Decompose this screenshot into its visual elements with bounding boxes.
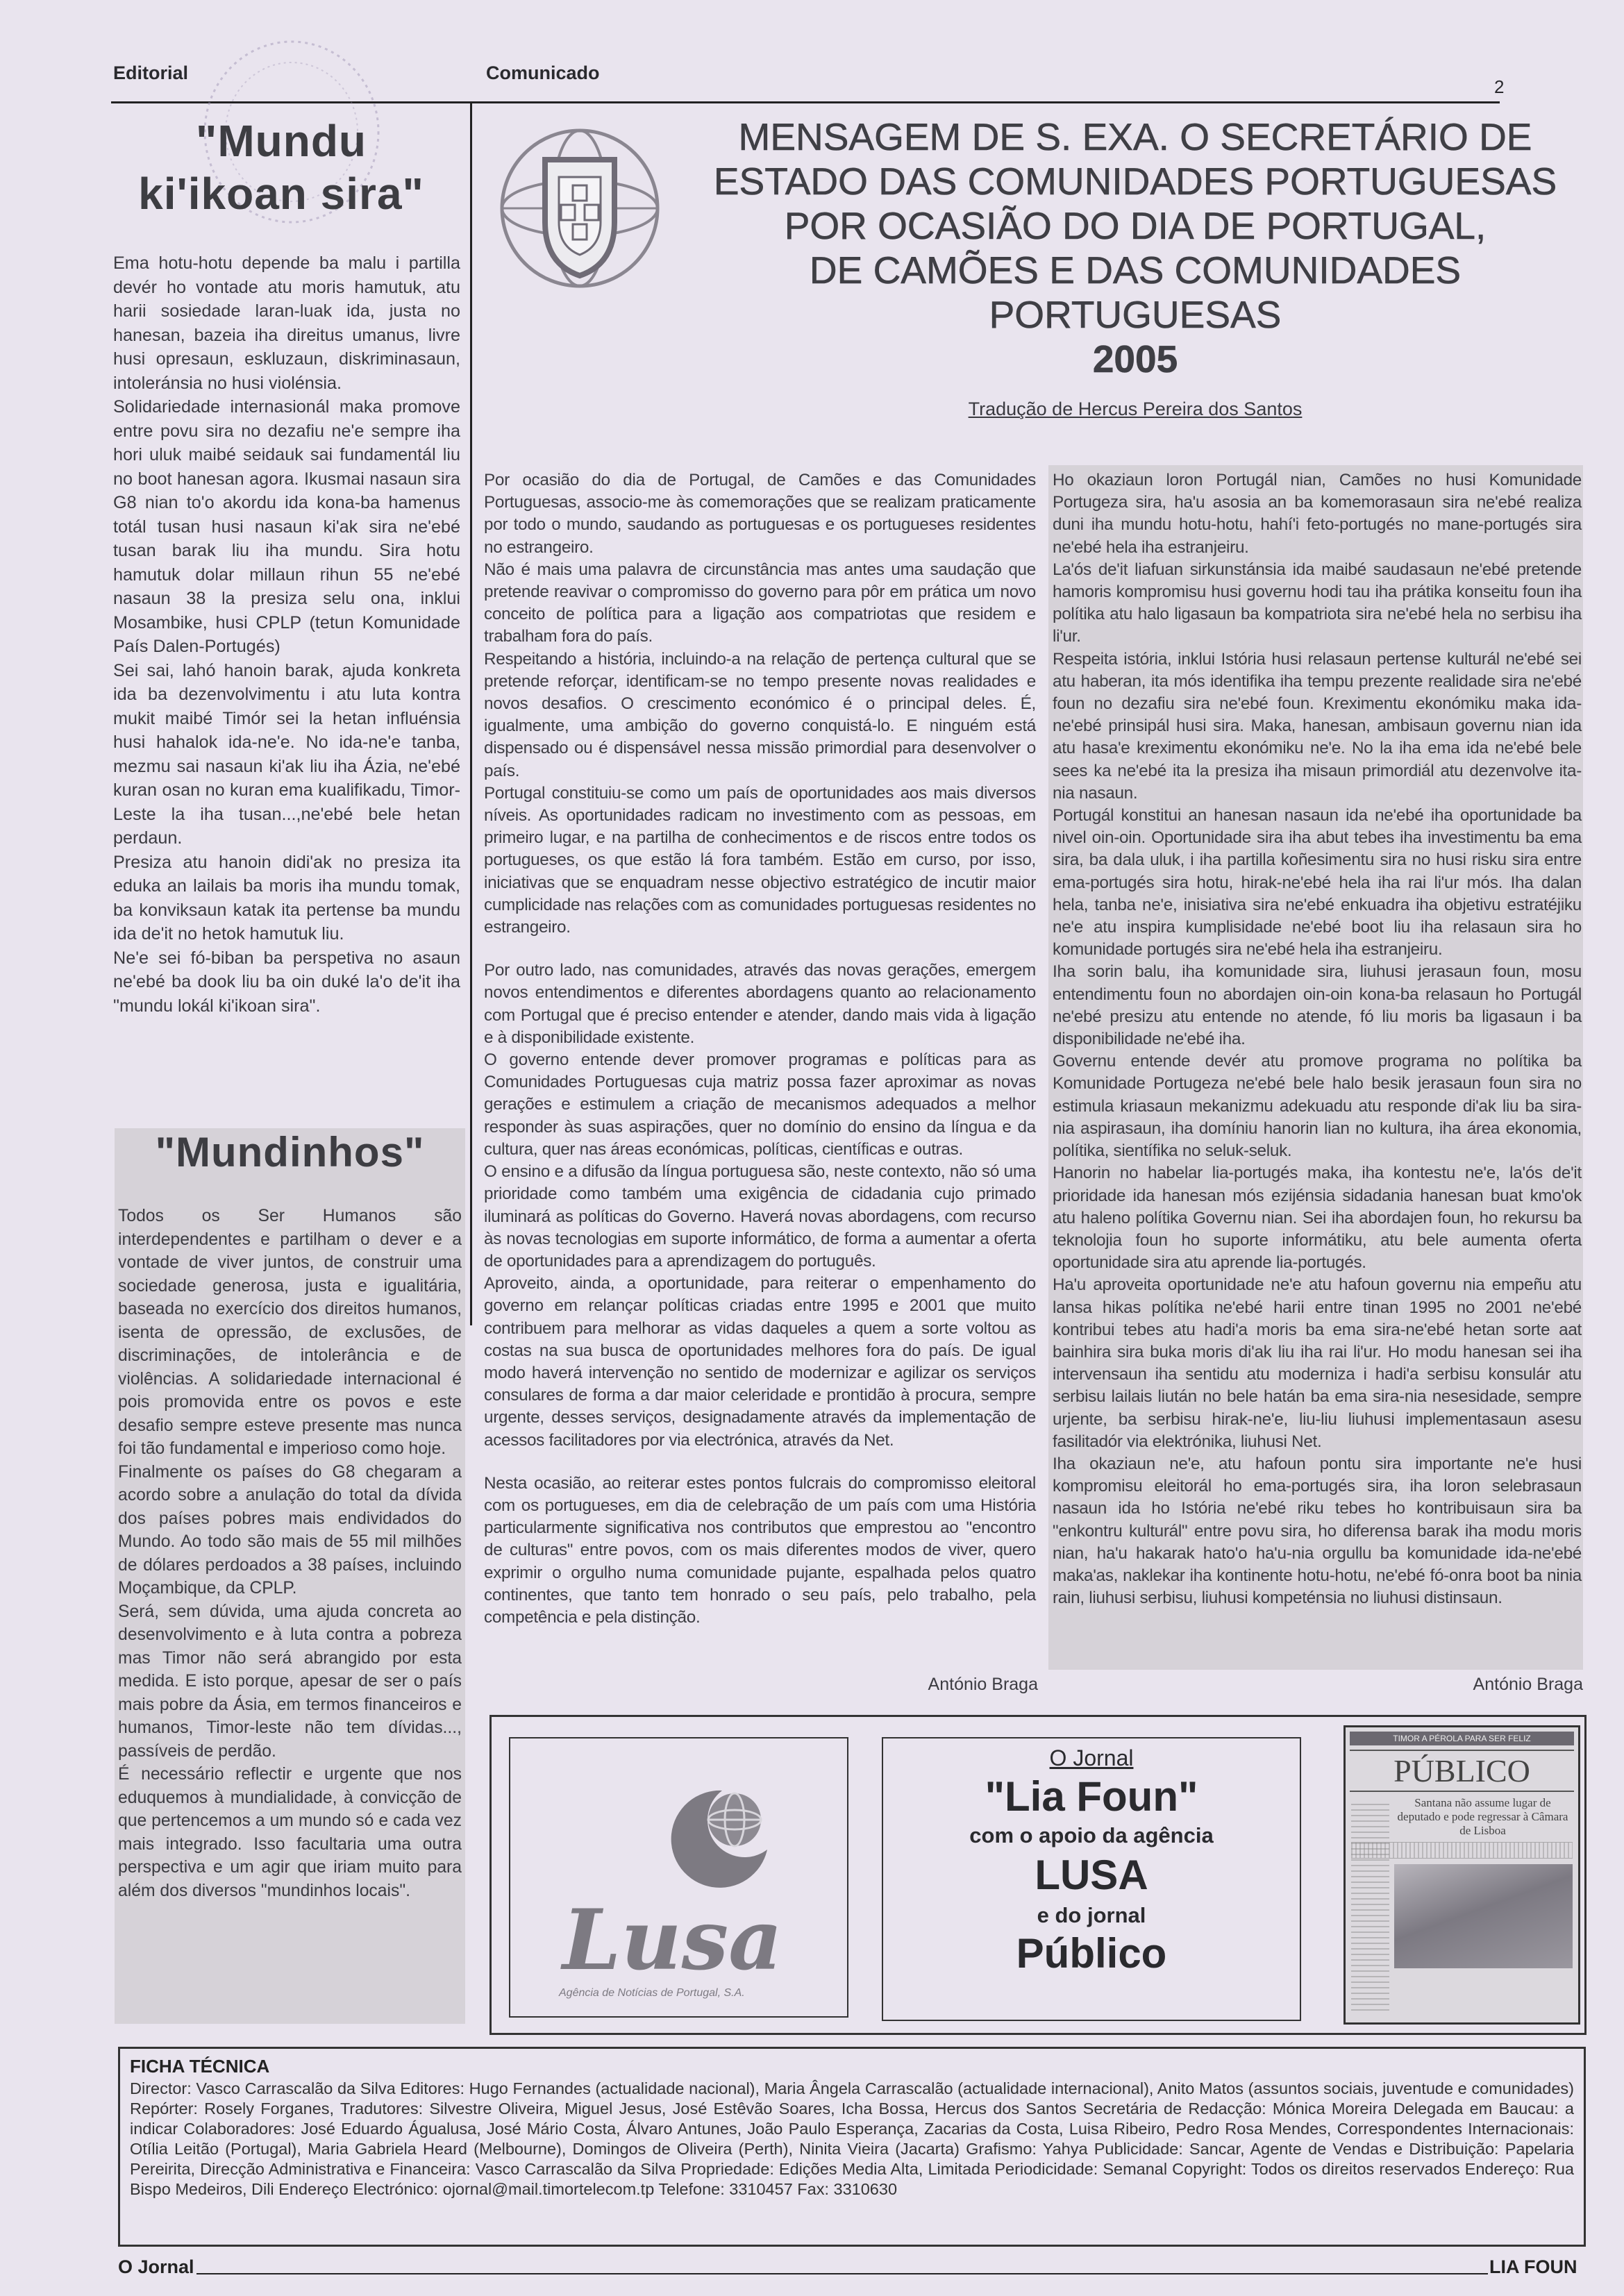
publico-name: Público: [1016, 1930, 1167, 1977]
message-tetum-column: [1053, 469, 1582, 1609]
mundinhos-paragraph: Todos os Ser Humanos são interdependentes e partilham o dever e a vontade de viver juntos, de construir uma sociedade generosa, justa e igualitária, baseada no exercício dos direitos humanos, isenta de opressão, de exclusões, de discriminações, de intolerância e de violências. A solidariedade internacional é pois promovida entre os povos e este desafio sempre esteve presente mas nunca foi tão fundamental e imperioso como hoje.: [118, 1207, 462, 1458]
footer-rule: [196, 2273, 1488, 2274]
tetum-paragraph: Portugál konstitui an hanesan nasaun ida ne'ebé iha oportunidade ba nivel oin-oin. Oportunidade sira iha abut tebes iha investimentu ba ema sira, ba dala uluk, i iha partilla koñesimentu sira no husi risku sira entre ema-portugés sira hotu, hirak-ne'ebé hela iha rai li'ur mós. Iha dalan hela, tanba ne'e, inisiativa sira ne'ebé enkuadra iha objetivu estratéjiku ne'e atu inspira kumplisidade ne'ebé boot liu iha relasaun sira ho komunidade portugés sira ne'ebé hela iha estranjeiru.: [1053, 806, 1582, 960]
tetum-paragraph: Respeita istória, inklui Istória husi relasaun pertense kulturál ne'ebé sei atu haberan, ita mós identifika iha tempu prezente realidade sira ne'ebé foun no dezafiu sira ne'ebé foun. Kreximentu ekonómiku maka ida-ne'ebé prinsipál husi sira. Maka, hanesan, ambisaun governu nian ida atu hasa'e kreximentu ekonómiku ne'e. No la iha ema ida ne'ebé bele sees ka ne'ebé ita la presiza iha misaun primordiál atu dezenvolve ita-nia nasaun.: [1053, 649, 1582, 803]
editorial-title-line2: ki'ikoan sira": [138, 169, 424, 219]
pt-paragraph: Portugal constituiu-se como um país de oportunidades aos mais diversos níveis. As oportunidades radicam no investimento com as pessoas, em primeiro lugar, e na partilha de conhecimentos e de riscos entre todos os portugueses, os que estão lá fora também. Estão em curso, por isso, iniciativas que se enquadram nesse objectivo estratégico de incutir maior cumplicidade nas relações com as comunidades portuguesas residentes no estrangeiro.: [484, 783, 1036, 937]
mundinhos-paragraph: Finalmente os países do G8 chegaram a acordo sobre a anulação do total da dívida dos países pobres mais endividados do Mundo. Ao todo são mais de 55 mil milhões de dólares perdoados a 38 países, incluindo Moçambique, da CPLP.: [118, 1462, 462, 1598]
pt-paragraph: Por outro lado, nas comunidades, através das novas gerações, emergem novos entendimentos e diferentes abordagens quanto ao relacionamento com Portugal que é preciso entender e atender, dando mais vida à ligação e à disponibilidade existente.: [484, 961, 1036, 1047]
editorial-paragraph: Solidariedade internasionál maka promove entre povu sira no dezafiu ne'e sempre iha hori uluk maibé seidauk sai fundamentál liu no boot hanesan agora. Ikusmai nasaun sira G8 nian to'o akordu ida kona-ba hamenus totál tusan husi nasaun ki'ak sira ne'ebé tusan barak liu iha mundu. Sira hotu hamutuk dolar millaun rihun 55 ne'ebé nasaun 38 la presiza selu ona, inklui Mosambike, husi CPLP (tetun Komunidade País Dalen-Portugés): [113, 397, 460, 656]
tetum-signature: António Braga: [1473, 1675, 1583, 1694]
mundinhos-paragraph: É necessário reflectir e urgente que nos eduquemos à mundialidade, à convicção de que pertencemos a um mundo só e cada vez mais integrado. Isso facultaria uma outra perspectiva e um agir que iriam muito para além dos diversos "mundinhos locais".: [118, 1765, 462, 1900]
message-title-line: DE CAMÕES E DAS COMUNIDADES: [809, 249, 1462, 292]
footer-right: LIA FOUN: [1489, 2256, 1577, 2277]
footer-left: O Jornal: [118, 2256, 194, 2277]
tetum-paragraph: Ho okaziaun loron Portugál nian, Camões no husi Komunidade Portugeza sira, ha'u asosia an ba komemorasaun sira ne'ebé realiza duni iha mundu hotu-hotu, hahí'i feto-portugés no mane-portugés sira ne'ebé hela iha estranjeiru.: [1053, 471, 1582, 557]
ficha-text: Director: Vasco Carrascalão da Silva Editores: Hugo Fernandes (actualidade nacional), Maria Ângela Carrascalão (actualidade internacional), Anito Matos (assuntos sociais, juventude e comunidades) Repórter: Rosely Forganes, Tradutores: Silvestre Oliveira, Miguel Jesus, José Estêvão Soares, Icha Bossa, Hercus dos Santos Secretária de Redacção: Mónica Moreira Delegada em Baucau: a indicar Colaboradores: José Eduardo Águalusa, José Mário Costa, Álvaro Antunes, João Paulo Esperança, Zacarias da Costa, Luisa Ribeiro, Pedro Rosa Mendes, Correspondentes Internacionais: Otília Leitão (Portugal), Maria Gabriela Heard (Melbourne), Domingos de Oliveira (Perth), Ninita Vieira (Jacarta) Grafismo: Yahya Publicidade: Sancar, Agente de Vendas e Distribuição: Papelaria Pereirita, Direcção Administrativa e Financeira: Vasco Carrascalão da Silva Propriedade: Edições Media Alta, Limitada Periodicidade: Semanal Copyright: Todos os direitos reservados Endereço: Rua Bispo Medeiros, Dili Endereço Electrónico: ojornal@mail.timortelecom.tp Telefone: 3310457 Fax: 3310630: [130, 2079, 1574, 2198]
lia-foun-name: "Lia Foun": [985, 1773, 1198, 1820]
mundinhos-title: "Mundinhos": [155, 1129, 425, 1175]
pt-paragraph: O governo entende dever promover programas e políticas para as Comunidades Portuguesas cuja matriz possa fazer aproximar as novas gerações e estimulem a criação de mecanismos adequados a melhor responder às suas aspirações, quer no domínio do ensino da língua e da cultura, quer nas áreas económicas, políticas, científicas e outras.: [484, 1050, 1036, 1159]
publico-thumb-headline: Santana não assume lugar de deputado e pode regressar à Câmara de Lisboa: [1397, 1796, 1568, 1837]
editorial-paragraph: Ne'e sei fó-biban ba perspetiva no asaun ne'ebé ba dook liu ba oin duké la'o de'it iha "mundu lokál ki'ikoan sira".: [113, 948, 460, 1016]
message-title-line: PORTUGUESAS: [989, 293, 1282, 336]
publico-thumb-sidebar: [1351, 1804, 1389, 2012]
ficha-tecnica-box: [118, 2047, 1586, 2247]
tetum-paragraph: Hanorin no habelar lia-portugés maka, iha kontestu ne'e, la'ós de'it prioridade ida hanesan mós ezijénsia sidadania hanesan buat kmo'ok atu haleno polítika Governu nian. Sei iha abordajen foun, ho rekursu ba teknolojia foun ho suporte informátiku, atu bele aumenta oferta oportunidade sira atu aprende lia-portugés.: [1053, 1164, 1582, 1273]
pt-paragraph: O ensino e a difusão da língua portuguesa são, neste contexto, não só uma prioridade como também uma exigência de cidadania cujo primado iluminará as políticas do Governo. Haverá novas abordagens, com recurso às novas tecnologias em suporte informático, de forma a aumentar a oferta de oportunidades para a aprendizagem do português.: [484, 1162, 1036, 1271]
portugal-coat-of-arms-icon: [486, 121, 673, 295]
mundinhos-paragraph: Será, sem dúvida, uma ajuda concreta ao desenvolvimento e à luta contra a pobreza mas Timor não será abrangido por esta medida. E isto porque, apesar de ser o país mais pobre da Ásia, em termos financeiros e humanos, Timor-leste não tem dívidas..., passíveis de perdão.: [118, 1602, 462, 1761]
jornal-label: O Jornal: [1049, 1745, 1134, 1770]
message-title-line: ESTADO DAS COMUNIDADES PORTUGUESAS: [713, 160, 1557, 203]
editorial-title-line1: "Mundu: [195, 116, 367, 166]
message-title-year: 2005: [1092, 337, 1178, 380]
editorial-paragraph: Ema hotu-hotu depende ba malu i partilla devér ho vontade atu moris hamutuk, atu harii sosiedade laran-luak ida, justa no hanesan, bazeia iha direitus umanus, livre husi opresaun, eskluzaun, diskriminasaun, intoleránsia no husi violénsia.: [113, 253, 460, 393]
apoio-text: com o apoio da agência: [969, 1823, 1214, 1847]
page-number: 2: [1494, 76, 1505, 97]
pt-paragraph: Respeitando a história, incluindo-a na relação de pertença cultural que se pretende reforçar, identificam-se no tempo presente novas realidades e novos desafios. O crescimento económico é o principal deles. É, igualmente, uma ambição do governo conquistá-lo. E ninguém está dispensado ou é dispensável nessa missão primordial para desenvolver o país.: [484, 649, 1036, 780]
jornal-support-box: [882, 1737, 1301, 2021]
tetum-paragraph: Iha okaziaun ne'e, atu hafoun pontu sira importante ne'e husi kompromisu eleitorál ho ema-portugés sira, iha loron selebrasaun nasaun ida ho Istória ne'ebé riku tebes ho kontribuisaun sira ba "enkontru kulturál" entre povu sira, ho diferensa barak iha modu moris nian, ha'u hakarak hato'o ha'u-nia orgullu ba komunidade ida-ne'ebé maka'as, naklekar iha kontinente hotu-hotu, ne'ebé fó-onra boot ba ninia rain, liuhusi serbisu, liuhusi kompeténsia no liuhusi distinsaun.: [1053, 1454, 1582, 1608]
tetum-paragraph: La'ós de'it liafuan sirkunstánsia ida maibé saudasaun ne'ebé pretende hamoris kompromisu husi governu hodi tau iha prátika konseitu foun iha polítika atu halo ligasaun ba kompatriota sira ne'ebé hela no serbisu iha li'ur.: [1053, 560, 1582, 646]
pt-paragraph: Não é mais uma palavra de circunstância mas antes uma saudação que pretende reavivar o compromisso do governo para pôr em prática um novo conceito de política para a ligação aos compatriotas que residem e trabalham fora do país.: [484, 560, 1036, 646]
pt-paragraph: Aproveito, ainda, a oportunidade, para reiterar o empenhamento do governo em relançar políticas criadas entre 1995 e 2001 que muito contribuem para melhorar as vidas daqueles a quem a sorte voltou as costas na sua busca de oportunidades melhores fora do país. De igual modo haverá intervenção no sentido de modernizar e agilizar os serviços consulares de forma a dar maior celeridade e prontidão à procura, sempre urgente, desses serviços, designadamente através da implementação de acessos facilitadores por via electrónica, através da Net.: [484, 1274, 1036, 1450]
message-title: [684, 115, 1587, 381]
ficha-title: FICHA TÉCNICA: [130, 2056, 270, 2077]
message-title-line: MENSAGEM DE S. EXA. O SECRETÁRIO DE: [738, 115, 1532, 158]
lusa-name: LUSA: [1035, 1852, 1148, 1898]
lusa-wordmark: Lusa: [562, 1891, 782, 1989]
publico-thumbnail: [1343, 1725, 1580, 2025]
lusa-logo-box: [509, 1737, 848, 2018]
section-label-editorial: Editorial: [113, 62, 189, 83]
section-label-comunicado: Comunicado: [486, 62, 600, 83]
lusa-tagline: Agência de Notícias de Portugal, S.A.: [559, 1987, 745, 1999]
editorial-paragraph: Sei sai, lahó hanoin barak, ajuda konkreta ida ba dezenvolvimentu i atu luta kontra mukit maibé Timór sei la hetan influénsia husi hahalok ida-ne'e. No ida-ne'e tanba, mezmu sai nasaun ki'ak liu iha Ázia, ne'ebé kuran osan no kuran ema kualifikadu, Timor-Leste la iha tusan...,ne'ebé bele hetan perdaun.: [113, 660, 460, 848]
tetum-paragraph: Ha'u aproveita oportunidade ne'e atu hafoun governu nia empeñu atu lansa hikas polítika ne'ebé harii entre tinan 1995 no 2001 ne'ebé kontribui tebes atu hadi'a moris ba ema sira-ne'ebé hetan sorte aat bainhira sira buka moris di'ak liu iha rai li'ur. Ho modu hanesan sei iha intervensaun iha sentidu atu moderniza i hadi'a serbisu konsulár atu serbisu lailais liután no bele hatán ba ema sira-nia nesesidade, sempre urjente, ba serbisu hirak-ne'e, liu-liu liuhusi implementasaun asesu fasilitadór via elektrónika, liuhusi Net.: [1053, 1275, 1582, 1451]
tetum-paragraph: Governu entende devér atu promove programa no polítika ba Komunidade Portugeza ne'ebé bele halo besik jerasaun foun sira no estimula kriasaun mekanizmu adekuadu atu responde di'ak liu ba sira-nia aspirasaun, iha domíniu hanorin lian no kultura, iha área ekonomia, polítika, sientífika no seluk-seluk.: [1053, 1052, 1582, 1161]
editorial-title: [108, 115, 455, 220]
lusa-globe-icon: [653, 1777, 778, 1895]
publico-thumb-masthead: PÚBLICO: [1393, 1753, 1530, 1788]
pt-paragraph: Por ocasião do dia de Portugal, de Camões e das Comunidades Portuguesas, associo-me às comemorações que se realizam praticamente por todo o mundo, saudando as portuguesas e os portugueses residentes no estrangeiro.: [484, 471, 1036, 557]
editorial-paragraph: Presiza atu hanoin didi'ak no presiza ita eduka an lailais ba moris iha mundu tomak, ba konviksaun katak ita pertense ba mundu ida de'it no hetok hamutuk liu.: [113, 852, 460, 944]
message-portuguese-column: [484, 469, 1036, 1629]
pt-signature: António Braga: [928, 1675, 1038, 1694]
column-divider: [470, 103, 472, 1325]
publico-thumb-photo: [1394, 1864, 1573, 1968]
pt-paragraph: Nesta ocasião, ao reiterar estes pontos fulcrais do compromisso eleitoral com os portugueses, em dia de celebração de um país com uma História particularmente significativa nos contributos que emprestou ao "encontro de culturas" entre povos, com os mais diferentes modos de viver, quero exprimir o orgulho numa comunidade pujante, espalhada pelos quatro continentes, que tanto tem honrado o seu país, pelo trabalho, pela competência e pela distinção.: [484, 1473, 1036, 1627]
e-do-jornal-text: e do jornal: [1037, 1903, 1146, 1927]
message-title-line: POR OCASIÃO DO DIA DE PORTUGAL,: [784, 204, 1487, 247]
translator-credit: Tradução de Hercus Pereira dos Santos: [968, 399, 1303, 419]
tetum-paragraph: Iha sorin balu, iha komunidade sira, liuhusi jerasaun foun, mosu entendimentu foun no abordajen oin-oin kona-ba relasaun ho Portugál ne'ebé presizu atu entende no atende, fó liu moris ba ligasaun i ba disponibilidade ne'ebé iha.: [1053, 962, 1582, 1049]
publico-thumb-banner: TIMOR A PÉROLA PARA SER FELIZ: [1350, 1732, 1574, 1745]
editorial-body: [113, 251, 460, 1018]
mundinhos-body: [118, 1205, 462, 1902]
